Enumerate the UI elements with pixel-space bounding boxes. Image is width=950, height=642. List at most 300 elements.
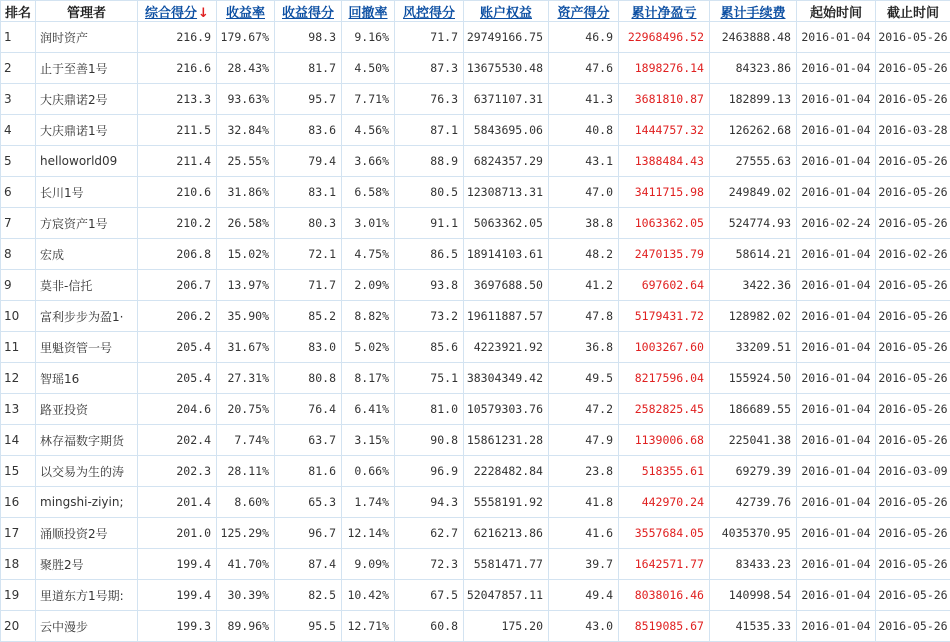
cell-end-date: 2016-05-26 — [876, 22, 950, 53]
cell-manager: 润时资产 — [36, 22, 138, 53]
header-net-profit-label[interactable]: 累计净盈亏 — [631, 6, 696, 21]
cell-return-rate: 8.60% — [217, 487, 275, 518]
cell-asset-score: 47.9 — [549, 425, 619, 456]
cell-fees: 2463888.48 — [710, 22, 797, 53]
cell-return-rate: 93.63% — [217, 84, 275, 115]
header-fees-label[interactable]: 累计手续费 — [720, 6, 785, 21]
cell-equity: 15861231.28 — [464, 425, 549, 456]
cell-end-date: 2016-03-28 — [876, 115, 950, 146]
header-return-rate-label[interactable]: 收益率 — [226, 6, 265, 21]
cell-return-score: 80.3 — [275, 208, 342, 239]
cell-net-profit: 8038016.46 — [619, 580, 710, 611]
cell-return-rate: 30.39% — [217, 580, 275, 611]
table-row — [1, 425, 950, 456]
cell-asset-score: 47.6 — [549, 53, 619, 84]
cell-net-profit: 5179431.72 — [619, 301, 710, 332]
cell-equity: 18914103.61 — [464, 239, 549, 270]
cell-return-score: 81.6 — [275, 456, 342, 487]
cell-start-date: 2016-01-04 — [797, 84, 876, 115]
cell-rank: 6 — [1, 177, 36, 208]
table-row — [1, 332, 950, 363]
cell-risk-score: 91.1 — [395, 208, 464, 239]
cell-rank: 18 — [1, 549, 36, 580]
cell-drawdown: 4.56% — [342, 115, 395, 146]
cell-risk-score: 67.5 — [395, 580, 464, 611]
cell-total-score: 206.8 — [138, 239, 217, 270]
header-manager: 管理者 — [36, 1, 138, 22]
cell-rank: 1 — [1, 22, 36, 53]
table-row — [1, 115, 950, 146]
header-return-score[interactable] — [275, 1, 342, 22]
cell-drawdown: 12.14% — [342, 518, 395, 549]
cell-net-profit: 8519085.67 — [619, 611, 710, 642]
cell-net-profit: 518355.61 — [619, 456, 710, 487]
cell-start-date: 2016-01-04 — [797, 22, 876, 53]
cell-drawdown: 3.66% — [342, 146, 395, 177]
header-drawdown[interactable] — [342, 1, 395, 22]
cell-asset-score: 49.4 — [549, 580, 619, 611]
cell-manager: 止于至善1号 — [36, 53, 138, 84]
cell-fees: 27555.63 — [710, 146, 797, 177]
cell-rank: 4 — [1, 115, 36, 146]
cell-return-rate: 41.70% — [217, 549, 275, 580]
cell-manager: 聚胜2号 — [36, 549, 138, 580]
cell-equity: 6824357.29 — [464, 146, 549, 177]
cell-return-score: 83.6 — [275, 115, 342, 146]
cell-return-score: 85.2 — [275, 301, 342, 332]
table-row — [1, 84, 950, 115]
cell-drawdown: 8.82% — [342, 301, 395, 332]
cell-manager: 里魁资管一号 — [36, 332, 138, 363]
cell-risk-score: 76.3 — [395, 84, 464, 115]
cell-net-profit: 3557684.05 — [619, 518, 710, 549]
table-row — [1, 611, 950, 642]
cell-manager: 大庆鼎诺1号 — [36, 115, 138, 146]
cell-risk-score: 90.8 — [395, 425, 464, 456]
cell-return-rate: 27.31% — [217, 363, 275, 394]
cell-start-date: 2016-02-24 — [797, 208, 876, 239]
cell-start-date: 2016-01-04 — [797, 115, 876, 146]
cell-end-date: 2016-05-26 — [876, 487, 950, 518]
cell-rank: 13 — [1, 394, 36, 425]
cell-equity: 19611887.57 — [464, 301, 549, 332]
cell-fees: 42739.76 — [710, 487, 797, 518]
cell-equity: 5063362.05 — [464, 208, 549, 239]
cell-total-score: 205.4 — [138, 332, 217, 363]
cell-return-rate: 26.58% — [217, 208, 275, 239]
cell-equity: 38304349.42 — [464, 363, 549, 394]
header-risk-score-label[interactable]: 风控得分 — [403, 6, 455, 21]
cell-start-date: 2016-01-04 — [797, 53, 876, 84]
cell-manager: 路亚投资 — [36, 394, 138, 425]
cell-equity: 5558191.92 — [464, 487, 549, 518]
cell-asset-score: 46.9 — [549, 22, 619, 53]
cell-rank: 7 — [1, 208, 36, 239]
table-body — [1, 22, 950, 642]
cell-drawdown: 9.09% — [342, 549, 395, 580]
cell-asset-score: 23.8 — [549, 456, 619, 487]
cell-return-rate: 31.67% — [217, 332, 275, 363]
cell-net-profit: 22968496.52 — [619, 22, 710, 53]
cell-return-score: 65.3 — [275, 487, 342, 518]
cell-start-date: 2016-01-04 — [797, 518, 876, 549]
cell-asset-score: 47.0 — [549, 177, 619, 208]
table-row — [1, 177, 950, 208]
cell-return-rate: 15.02% — [217, 239, 275, 270]
table-row — [1, 487, 950, 518]
cell-equity: 5581471.77 — [464, 549, 549, 580]
cell-drawdown: 6.58% — [342, 177, 395, 208]
cell-start-date: 2016-01-04 — [797, 363, 876, 394]
cell-net-profit: 442970.24 — [619, 487, 710, 518]
header-equity-label[interactable]: 账户权益 — [480, 6, 532, 21]
cell-net-profit: 2582825.45 — [619, 394, 710, 425]
cell-asset-score: 47.2 — [549, 394, 619, 425]
cell-start-date: 2016-01-04 — [797, 270, 876, 301]
header-net-profit[interactable] — [619, 1, 710, 22]
cell-fees: 84323.86 — [710, 53, 797, 84]
cell-asset-score: 48.2 — [549, 239, 619, 270]
cell-net-profit: 3681810.87 — [619, 84, 710, 115]
cell-asset-score: 41.3 — [549, 84, 619, 115]
cell-drawdown: 2.09% — [342, 270, 395, 301]
cell-risk-score: 72.3 — [395, 549, 464, 580]
cell-drawdown: 4.50% — [342, 53, 395, 84]
cell-drawdown: 7.71% — [342, 84, 395, 115]
cell-total-score: 211.5 — [138, 115, 217, 146]
header-asset-score[interactable] — [549, 1, 619, 22]
cell-risk-score: 94.3 — [395, 487, 464, 518]
cell-manager: 林存福数字期货 — [36, 425, 138, 456]
cell-total-score: 202.3 — [138, 456, 217, 487]
cell-end-date: 2016-05-26 — [876, 611, 950, 642]
cell-net-profit: 3411715.98 — [619, 177, 710, 208]
cell-return-score: 83.1 — [275, 177, 342, 208]
cell-return-rate: 7.74% — [217, 425, 275, 456]
cell-risk-score: 80.5 — [395, 177, 464, 208]
cell-manager: 智瑶16 — [36, 363, 138, 394]
cell-return-rate: 31.86% — [217, 177, 275, 208]
cell-drawdown: 12.71% — [342, 611, 395, 642]
header-return-score-label[interactable]: 收益得分 — [282, 6, 334, 21]
header-risk-score[interactable] — [395, 1, 464, 22]
cell-return-score: 98.3 — [275, 22, 342, 53]
cell-equity: 12308713.31 — [464, 177, 549, 208]
cell-start-date: 2016-01-04 — [797, 580, 876, 611]
cell-end-date: 2016-05-26 — [876, 580, 950, 611]
cell-rank: 15 — [1, 456, 36, 487]
cell-return-score: 72.1 — [275, 239, 342, 270]
cell-fees: 128982.02 — [710, 301, 797, 332]
cell-return-score: 81.7 — [275, 53, 342, 84]
cell-fees: 182899.13 — [710, 84, 797, 115]
cell-return-rate: 28.43% — [217, 53, 275, 84]
cell-end-date: 2016-05-26 — [876, 270, 950, 301]
cell-total-score: 216.9 — [138, 22, 217, 53]
cell-risk-score: 60.8 — [395, 611, 464, 642]
cell-return-rate: 28.11% — [217, 456, 275, 487]
cell-end-date: 2016-03-09 — [876, 456, 950, 487]
cell-end-date: 2016-05-26 — [876, 518, 950, 549]
cell-start-date: 2016-01-04 — [797, 425, 876, 456]
cell-total-score: 201.4 — [138, 487, 217, 518]
cell-equity: 6371107.31 — [464, 84, 549, 115]
cell-manager: 大庆鼎诺2号 — [36, 84, 138, 115]
cell-fees: 83433.23 — [710, 549, 797, 580]
cell-return-rate: 125.29% — [217, 518, 275, 549]
cell-start-date: 2016-01-04 — [797, 549, 876, 580]
cell-start-date: 2016-01-04 — [797, 301, 876, 332]
cell-total-score: 206.7 — [138, 270, 217, 301]
cell-asset-score: 47.8 — [549, 301, 619, 332]
cell-end-date: 2016-05-26 — [876, 301, 950, 332]
cell-return-score: 76.4 — [275, 394, 342, 425]
cell-manager: 涌顺投资2号 — [36, 518, 138, 549]
cell-fees: 126262.68 — [710, 115, 797, 146]
cell-risk-score: 86.5 — [395, 239, 464, 270]
header-drawdown-label[interactable]: 回撤率 — [348, 6, 387, 21]
table-row — [1, 208, 950, 239]
cell-manager: 长川1号 — [36, 177, 138, 208]
cell-risk-score: 75.1 — [395, 363, 464, 394]
cell-manager: mingshi-ziyin; — [36, 487, 138, 518]
cell-rank: 20 — [1, 611, 36, 642]
cell-rank: 12 — [1, 363, 36, 394]
table-row — [1, 53, 950, 84]
cell-return-score: 71.7 — [275, 270, 342, 301]
cell-manager: 方宸资产1号 — [36, 208, 138, 239]
cell-net-profit: 1388484.43 — [619, 146, 710, 177]
cell-drawdown: 1.74% — [342, 487, 395, 518]
cell-rank: 3 — [1, 84, 36, 115]
table-row — [1, 518, 950, 549]
cell-manager: 云中漫步 — [36, 611, 138, 642]
cell-end-date: 2016-05-26 — [876, 394, 950, 425]
cell-equity: 52047857.11 — [464, 580, 549, 611]
cell-asset-score: 43.1 — [549, 146, 619, 177]
cell-end-date: 2016-05-26 — [876, 208, 950, 239]
cell-start-date: 2016-01-04 — [797, 239, 876, 270]
cell-total-score: 213.3 — [138, 84, 217, 115]
header-total-score-label[interactable]: 综合得分 — [145, 6, 197, 21]
cell-drawdown: 3.01% — [342, 208, 395, 239]
header-fees[interactable] — [710, 1, 797, 22]
cell-equity: 175.20 — [464, 611, 549, 642]
cell-manager: 富利步步为盈1· — [36, 301, 138, 332]
table-row — [1, 146, 950, 177]
cell-risk-score: 71.7 — [395, 22, 464, 53]
cell-return-rate: 32.84% — [217, 115, 275, 146]
cell-total-score: 205.4 — [138, 363, 217, 394]
cell-asset-score: 43.0 — [549, 611, 619, 642]
cell-return-rate: 179.67% — [217, 22, 275, 53]
cell-return-score: 79.4 — [275, 146, 342, 177]
cell-start-date: 2016-01-04 — [797, 611, 876, 642]
table-row — [1, 549, 950, 580]
cell-equity: 2228482.84 — [464, 456, 549, 487]
cell-end-date: 2016-05-26 — [876, 146, 950, 177]
cell-rank: 8 — [1, 239, 36, 270]
cell-drawdown: 5.02% — [342, 332, 395, 363]
cell-fees: 33209.51 — [710, 332, 797, 363]
cell-net-profit: 1063362.05 — [619, 208, 710, 239]
cell-return-score: 95.7 — [275, 84, 342, 115]
cell-fees: 524774.93 — [710, 208, 797, 239]
cell-drawdown: 3.15% — [342, 425, 395, 456]
cell-drawdown: 8.17% — [342, 363, 395, 394]
header-end-date: 截止时间 — [876, 1, 950, 22]
table-row — [1, 394, 950, 425]
cell-start-date: 2016-01-04 — [797, 394, 876, 425]
cell-return-score: 82.5 — [275, 580, 342, 611]
cell-fees: 58614.21 — [710, 239, 797, 270]
cell-net-profit: 697602.64 — [619, 270, 710, 301]
table-row — [1, 301, 950, 332]
cell-fees: 140998.54 — [710, 580, 797, 611]
cell-risk-score: 73.2 — [395, 301, 464, 332]
cell-total-score: 210.6 — [138, 177, 217, 208]
cell-return-score: 96.7 — [275, 518, 342, 549]
cell-drawdown: 4.75% — [342, 239, 395, 270]
cell-end-date: 2016-05-26 — [876, 363, 950, 394]
cell-risk-score: 87.1 — [395, 115, 464, 146]
cell-fees: 249849.02 — [710, 177, 797, 208]
cell-net-profit: 2470135.79 — [619, 239, 710, 270]
cell-total-score: 211.4 — [138, 146, 217, 177]
cell-net-profit: 1898276.14 — [619, 53, 710, 84]
cell-return-score: 80.8 — [275, 363, 342, 394]
cell-total-score: 202.4 — [138, 425, 217, 456]
cell-return-rate: 13.97% — [217, 270, 275, 301]
cell-equity: 6216213.86 — [464, 518, 549, 549]
cell-end-date: 2016-05-26 — [876, 332, 950, 363]
cell-fees: 186689.55 — [710, 394, 797, 425]
cell-rank: 10 — [1, 301, 36, 332]
cell-return-rate: 35.90% — [217, 301, 275, 332]
cell-total-score: 201.0 — [138, 518, 217, 549]
cell-fees: 4035370.95 — [710, 518, 797, 549]
table-row — [1, 363, 950, 394]
cell-rank: 19 — [1, 580, 36, 611]
cell-return-rate: 89.96% — [217, 611, 275, 642]
cell-start-date: 2016-01-04 — [797, 456, 876, 487]
cell-risk-score: 88.9 — [395, 146, 464, 177]
cell-risk-score: 87.3 — [395, 53, 464, 84]
header-rank: 排名 — [1, 1, 36, 22]
cell-net-profit: 1139006.68 — [619, 425, 710, 456]
cell-fees: 155924.50 — [710, 363, 797, 394]
cell-asset-score: 49.5 — [549, 363, 619, 394]
header-start-date: 起始时间 — [797, 1, 876, 22]
table-row — [1, 580, 950, 611]
cell-end-date: 2016-02-26 — [876, 239, 950, 270]
cell-risk-score: 81.0 — [395, 394, 464, 425]
cell-return-score: 87.4 — [275, 549, 342, 580]
cell-asset-score: 41.8 — [549, 487, 619, 518]
cell-asset-score: 39.7 — [549, 549, 619, 580]
cell-rank: 5 — [1, 146, 36, 177]
cell-net-profit: 8217596.04 — [619, 363, 710, 394]
header-return-rate[interactable] — [217, 1, 275, 22]
cell-total-score: 206.2 — [138, 301, 217, 332]
cell-return-rate: 20.75% — [217, 394, 275, 425]
cell-total-score: 204.6 — [138, 394, 217, 425]
cell-fees: 225041.38 — [710, 425, 797, 456]
table-row — [1, 270, 950, 301]
cell-rank: 11 — [1, 332, 36, 363]
cell-asset-score: 36.8 — [549, 332, 619, 363]
cell-return-rate: 25.55% — [217, 146, 275, 177]
cell-total-score: 199.4 — [138, 549, 217, 580]
cell-rank: 9 — [1, 270, 36, 301]
cell-risk-score: 85.6 — [395, 332, 464, 363]
cell-total-score: 210.2 — [138, 208, 217, 239]
cell-asset-score: 41.2 — [549, 270, 619, 301]
table-header-row — [1, 1, 950, 22]
cell-net-profit: 1003267.60 — [619, 332, 710, 363]
cell-end-date: 2016-05-26 — [876, 177, 950, 208]
cell-equity: 5843695.06 — [464, 115, 549, 146]
cell-return-score: 83.0 — [275, 332, 342, 363]
cell-equity: 10579303.76 — [464, 394, 549, 425]
cell-rank: 17 — [1, 518, 36, 549]
cell-total-score: 216.6 — [138, 53, 217, 84]
cell-fees: 3422.36 — [710, 270, 797, 301]
cell-start-date: 2016-01-04 — [797, 177, 876, 208]
cell-asset-score: 38.8 — [549, 208, 619, 239]
cell-equity: 13675530.48 — [464, 53, 549, 84]
header-equity[interactable] — [464, 1, 549, 22]
cell-manager: 莫非-信托 — [36, 270, 138, 301]
header-asset-score-label[interactable]: 资产得分 — [557, 6, 609, 21]
table-row — [1, 239, 950, 270]
cell-asset-score: 40.8 — [549, 115, 619, 146]
cell-start-date: 2016-01-04 — [797, 332, 876, 363]
cell-end-date: 2016-05-26 — [876, 425, 950, 456]
cell-start-date: 2016-01-04 — [797, 146, 876, 177]
cell-end-date: 2016-05-26 — [876, 549, 950, 580]
header-total-score[interactable] — [138, 1, 217, 22]
cell-drawdown: 6.41% — [342, 394, 395, 425]
cell-equity: 29749166.75 — [464, 22, 549, 53]
cell-manager: helloworld09 — [36, 146, 138, 177]
cell-end-date: 2016-05-26 — [876, 84, 950, 115]
cell-manager: 以交易为生的涛 — [36, 456, 138, 487]
cell-net-profit: 1642571.77 — [619, 549, 710, 580]
cell-total-score: 199.4 — [138, 580, 217, 611]
cell-drawdown: 0.66% — [342, 456, 395, 487]
cell-manager: 宏成 — [36, 239, 138, 270]
cell-end-date: 2016-05-26 — [876, 53, 950, 84]
cell-total-score: 199.3 — [138, 611, 217, 642]
cell-start-date: 2016-01-04 — [797, 487, 876, 518]
cell-return-score: 63.7 — [275, 425, 342, 456]
cell-rank: 14 — [1, 425, 36, 456]
table-row — [1, 456, 950, 487]
sort-desc-icon: ↓ — [198, 6, 209, 21]
cell-rank: 16 — [1, 487, 36, 518]
cell-risk-score: 93.8 — [395, 270, 464, 301]
cell-return-score: 95.5 — [275, 611, 342, 642]
cell-equity: 4223921.92 — [464, 332, 549, 363]
cell-equity: 3697688.50 — [464, 270, 549, 301]
cell-fees: 41535.33 — [710, 611, 797, 642]
cell-drawdown: 9.16% — [342, 22, 395, 53]
cell-risk-score: 62.7 — [395, 518, 464, 549]
table-row — [1, 22, 950, 53]
cell-rank: 2 — [1, 53, 36, 84]
cell-asset-score: 41.6 — [549, 518, 619, 549]
